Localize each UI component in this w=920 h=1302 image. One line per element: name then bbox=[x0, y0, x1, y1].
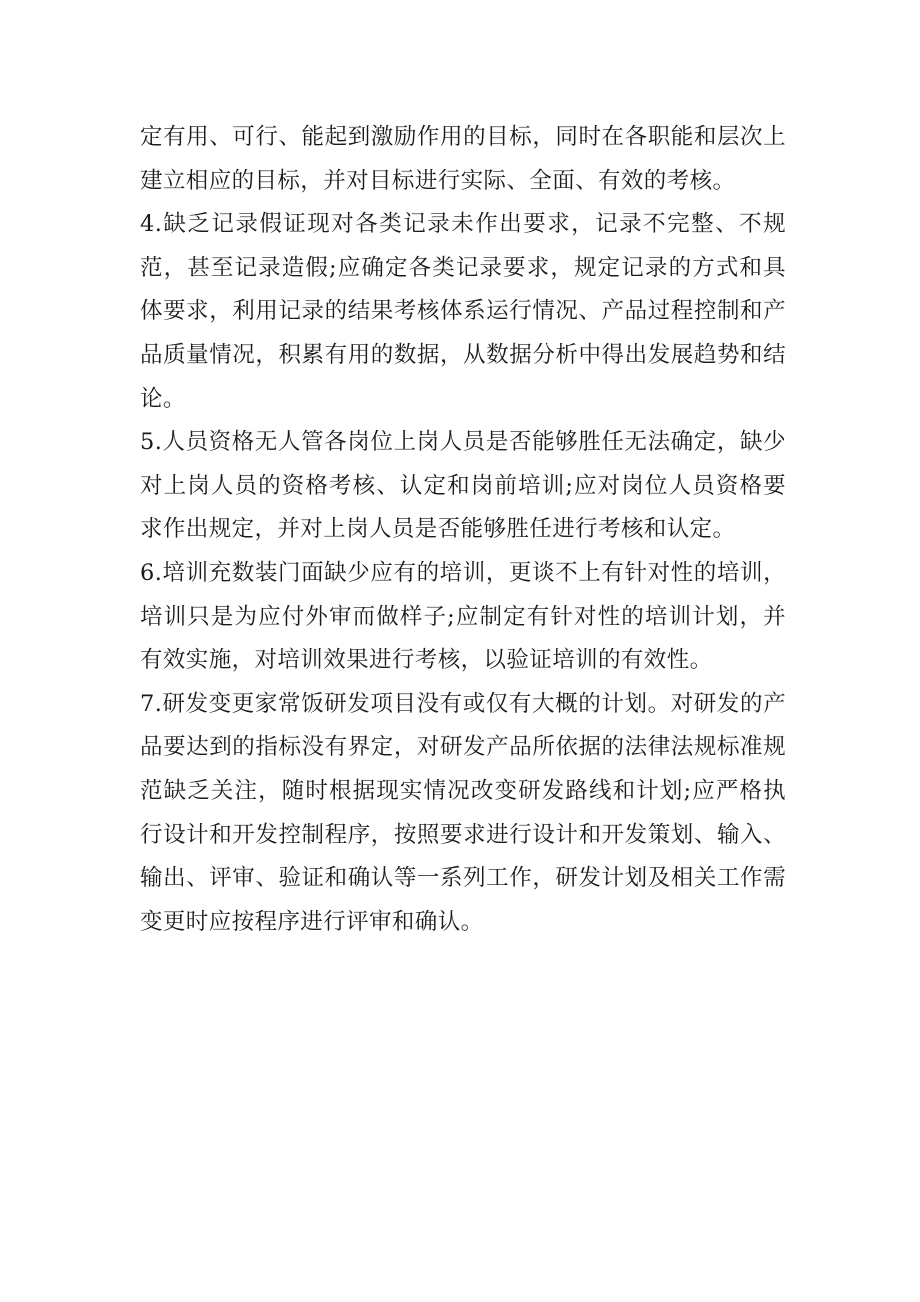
paragraph-item-7-rnd-changes: 7.研发变更家常饭研发项目没有或仅有大概的计划。对研发的产品要达到的指标没有界定，对研发产品所依据的法律法规标准规范缺乏关注，随时根据现实情况改变研发路线和计划;应严格执行设计和开发控制程序，按照要求进行设计和开发策划、输入、输出、评审、验证和确认等一系列工作，研发计划及相关工作需变更时应按程序进行评审和确认。 bbox=[140, 690, 786, 935]
paragraph-item-6-training: 6.培训充数装门面缺少应有的培训，更谈不上有针对性的培训，培训只是为应付外审而做样子;应制定有针对性的培训计划，并有效实施，对培训效果进行考核，以验证培训的有效性。 bbox=[140, 559, 786, 674]
document-body bbox=[140, 116, 786, 944]
paragraph-target-assessment: 定有用、可行、能起到激励作用的目标，同时在各职能和层次上建立相应的目标，并对目标进行实际、全面、有效的考核。 bbox=[140, 124, 786, 194]
paragraph-item-4-records: 4.缺乏记录假证现对各类记录未作出要求，记录不完整、不规范，甚至记录造假;应确定各类记录要求，规定记录的方式和具体要求，利用记录的结果考核体系运行情况、产品过程控制和产品质量情况，积累有用的数据，从数据分析中得出发展趋势和结论。 bbox=[140, 211, 786, 412]
paragraph-item-5-qualification: 5.人员资格无人管各岗位上岗人员是否能够胜任无法确定，缺少对上岗人员的资格考核、认定和岗前培训;应对岗位人员资格要求作出规定，并对上岗人员是否能够胜任进行考核和认定。 bbox=[140, 429, 786, 543]
